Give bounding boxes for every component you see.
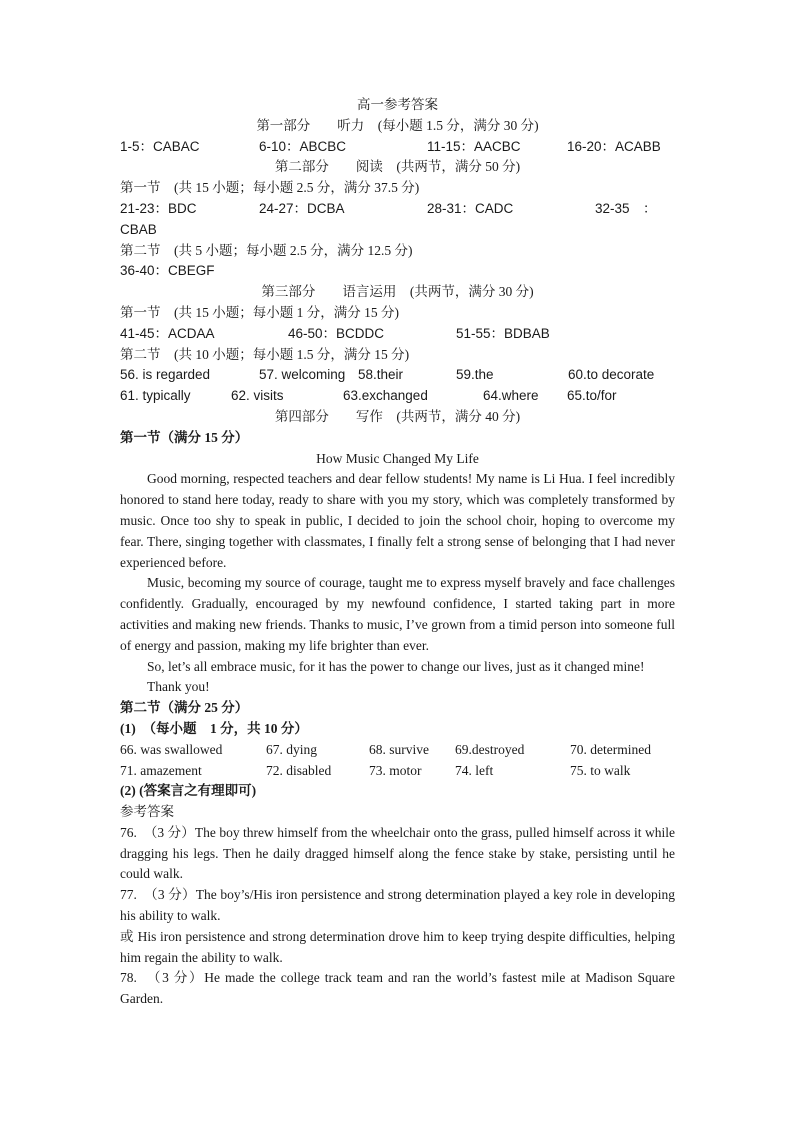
answer-item: 74. left [455, 762, 494, 778]
part2-heading: 第二部分 阅读 (共两节，满分 50 分) [274, 159, 521, 175]
part4-sec1-heading: 第一节（满分 15 分） [120, 429, 249, 445]
answer-item: 71. amazement [120, 762, 202, 778]
answer-item: 66. was swallowed [120, 741, 223, 757]
answer-item: 73. motor [369, 762, 422, 778]
question-76-answer: 76. （3 分）The boy threw himself from the wheelchair onto the grass, pulled himself across it while dragging his legs. Then he daily dragged himself along the fence stake by stake, persisting until he could walk. [120, 824, 675, 882]
part3-heading: 第三部分 语言运用 (共两节，满分 30 分) [261, 284, 534, 300]
answer-item: 63.exchanged [343, 388, 428, 404]
answer-item: 65.to/for [567, 388, 617, 404]
essay-paragraph: Good morning, respected teachers and dear fellow students! My name is Li Hua. I feel incredibly honored to stand here today, ready to share with you my story, which was completely transformed by music. Once too shy to speak in public, I decided to join the school choir, hoping to overcome my fear. There, singing together with classmates, I finally felt a strong sense of belonging that I had never experienced before. [120, 471, 675, 570]
essay-paragraph: Music, becoming my source of courage, taught me to express myself bravely and face challenges confidently. Gradually, encouraged by my newfound confidence, I started taking part in more activities and making new friends. Thanks to music, I’ve grown from a timid person into someone full of energy and passion, making my life brighter than ever. [120, 575, 675, 653]
answer-item: 69.destroyed [455, 741, 525, 757]
answer-group: 24-27：DCBA [259, 200, 345, 216]
part1-heading: 第一部分 听力 (每小题 1.5 分，满分 30 分) [256, 117, 539, 133]
answer-item: 58.their [358, 367, 404, 383]
essay-closing: Thank you! [147, 679, 210, 695]
part2-sec1-overflow: CBAB [120, 221, 157, 237]
page-title: 高一参考答案 [357, 97, 438, 112]
answer-item: 75. to walk [570, 762, 631, 778]
answer-item: 59.the [456, 367, 494, 383]
part1-answers [120, 137, 675, 158]
part2-sec1-answers [120, 199, 675, 220]
answer-group: 32-35 ： [595, 200, 657, 216]
answer-item: 60.to decorate [568, 367, 655, 383]
answer-item: 64.where [483, 388, 539, 404]
part3-sec2-row1 [120, 365, 675, 386]
answer-group: 1-5：CABAC [120, 138, 200, 154]
answer-group: 16-20：ACABB [567, 138, 661, 154]
answer-item: 56. is regarded [120, 367, 211, 383]
answer-item: 70. determined [570, 741, 651, 757]
answer-key-page [120, 95, 675, 1010]
answer-item: 72. disabled [266, 762, 332, 778]
answer-item: 68. survive [369, 741, 429, 757]
part4-sub1-row1 [120, 740, 675, 761]
part4-heading: 第四部分 写作 (共两节，满分 40 分) [274, 408, 521, 424]
part3-sec1-answers [120, 324, 675, 345]
part3-sec2-row2 [120, 386, 675, 407]
answer-item: 67. dying [266, 741, 318, 757]
answer-group: 51-55：BDBAB [456, 325, 550, 341]
essay-paragraph: So, let’s all embrace music, for it has the power to change our lives, just as it changed mine! [147, 658, 645, 674]
part4-sub1-row2 [120, 761, 675, 782]
part3-sec2-heading: 第二节 (共 10 小题；每小题 1.5 分，满分 15 分) [120, 346, 410, 362]
part2-sec1-heading: 第一节 (共 15 小题；每小题 2.5 分，满分 37.5 分) [120, 180, 420, 196]
part2-sec2-answer: 36-40：CBEGF [120, 263, 215, 279]
question-77-answer: 77. （3 分）The boy’s/His iron persistence and strong determination played a key role in developing his ability to walk. [120, 887, 675, 924]
essay-title: How Music Changed My Life [316, 450, 479, 466]
answer-group: 41-45：ACDAA [120, 325, 215, 341]
answer-group: 6-10：ABCBC [259, 138, 347, 154]
question-78-answer: 78. （3 分）He made the college track team and ran the world’s fastest mile at Madison Square Garden. [120, 970, 675, 1007]
answer-item: 61. typically [120, 388, 191, 404]
reference-answer-label: 参考答案 [120, 804, 174, 820]
part2-sec2-heading: 第二节 (共 5 小题；每小题 2.5 分，满分 12.5 分) [120, 242, 413, 258]
part4-sub1-heading: (1) （每小题 1 分，共 10 分） [120, 720, 308, 736]
answer-group: 11-15：AACBC [427, 138, 521, 154]
answer-group: 46-50：BCDDC [288, 325, 385, 341]
part3-sec1-heading: 第一节 (共 15 小题；每小题 1 分，满分 15 分) [120, 304, 399, 320]
answer-group: 28-31：CADC [427, 200, 514, 216]
question-77-alt-answer: 或 His iron persistence and strong determination drove him to keep trying despite difficulties, helping him regain the ability to walk. [120, 928, 675, 965]
part4-sub2-heading: (2) (答案言之有理即可) [120, 783, 257, 799]
answer-item: 57. welcoming [259, 367, 346, 383]
answer-item: 62. visits [231, 388, 284, 404]
answer-group: 21-23：BDC [120, 200, 197, 216]
part4-sec2-heading: 第二节（满分 25 分） [120, 700, 249, 716]
